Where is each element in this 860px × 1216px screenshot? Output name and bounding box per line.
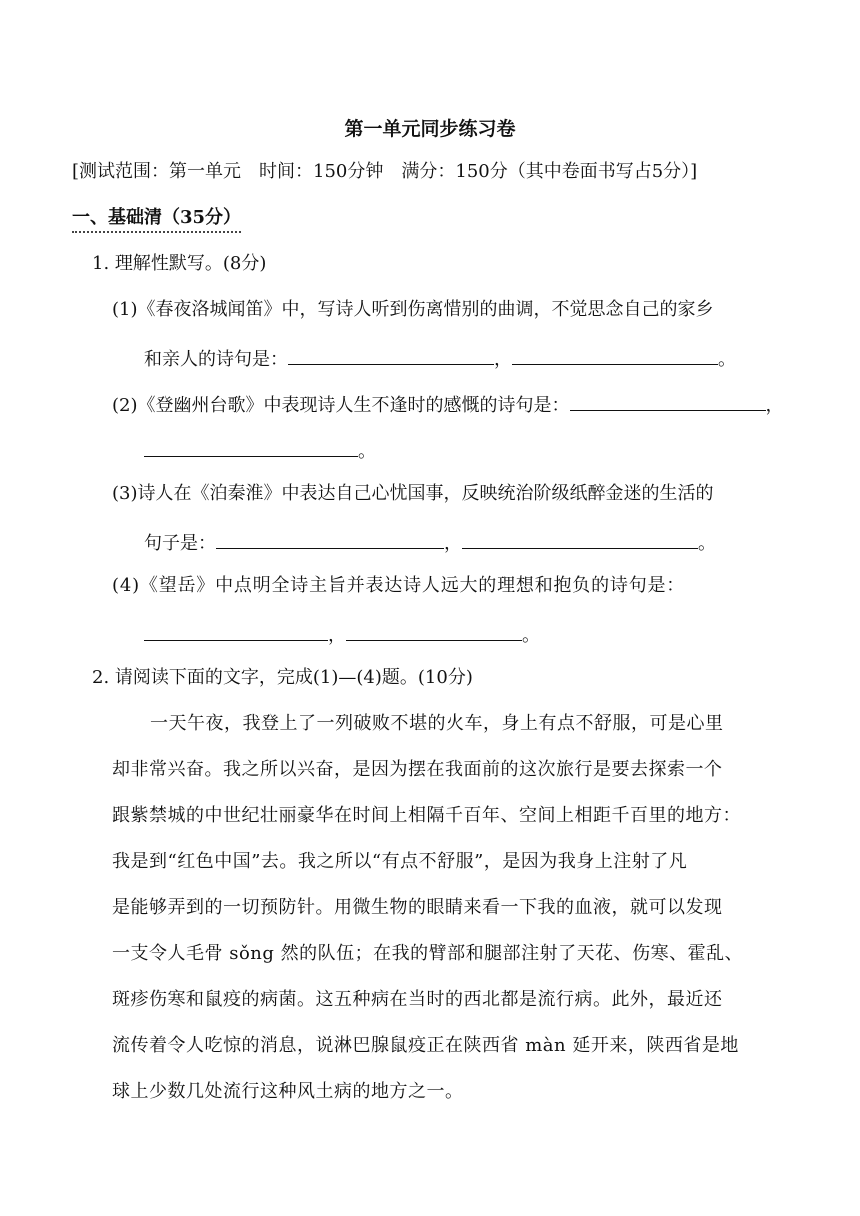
q1-item1-line1: (1)《春夜洛城闻笛》中，写诗人听到伤离惜别的曲调，不觉思念自己的家乡 [112,299,714,320]
question-1-title: 1. 理解性默写。(8分) [92,253,267,274]
q1-item2-end: 。 [358,441,376,462]
q1-item1-end: 。 [718,349,736,370]
passage-line: 我是到“红色中国”去。我之所以“有点不舒服”，是因为我身上注射了凡 [112,851,688,872]
q1-item3-end: 。 [698,533,716,554]
passage-line: 一支令人毛骨 sǒng 然的队伍；在我的臂部和腿部注射了天花、伤寒、霍乱、 [112,943,744,964]
answer-blank[interactable] [512,344,718,365]
passage-line: 跟紫禁城的中世纪壮丽豪华在时间上相隔千百年、空间上相距千百里的地方： [112,805,741,826]
answer-blank[interactable] [144,620,328,641]
passage-line: 流传着令人吃惊的消息，说淋巴腺鼠疫正在陕西省 màn 延开来，陕西省是地 [112,1035,739,1056]
q1-item4-sep: ， [328,625,346,646]
q1-item1-sep: ， [494,349,512,370]
passage-line: 一天午夜，我登上了一列破败不堪的火车，身上有点不舒服，可是心里 [150,713,724,734]
q1-item3-line2 [144,528,716,556]
q1-item2-prefix: (2)《登幽州台歌》中表现诗人生不逢时的感慨的诗句是： [112,395,570,416]
q1-item3-sep: ， [444,533,462,554]
passage-line: 球上少数几处流行这种风土病的地方之一。 [112,1081,464,1102]
answer-blank[interactable] [462,528,698,549]
answer-blank[interactable] [346,620,522,641]
page-title: 第一单元同步练习卷 [344,118,516,140]
q1-item3-line1: (3)诗人在《泊秦淮》中表达自己心忧国事，反映统治阶级纸醉金迷的生活的 [112,483,714,504]
q1-item4-end: 。 [522,625,540,646]
answer-blank[interactable] [144,436,358,457]
section-heading: 一、基础清（35分） [72,206,241,233]
answer-blank[interactable] [570,390,766,411]
q1-item1-line2 [144,344,736,372]
q1-item3-prefix: 句子是： [144,533,216,554]
q1-item2-line2 [144,436,376,464]
q1-item2-line1 [112,390,784,418]
passage-line: 却非常兴奋。我之所以兴奋，是因为摆在我面前的这次旅行是要去探索一个 [112,759,723,780]
passage-line: 斑疹伤寒和鼠疫的病菌。这五种病在当时的西北都是流行病。此外，最近还 [112,989,723,1010]
q1-item1-prefix: 和亲人的诗句是： [144,349,288,370]
q1-item4-line2 [144,620,540,648]
passage-line: 是能够弄到的一切预防针。用微生物的眼睛来看一下我的血液，就可以发现 [112,897,723,918]
q1-item2-sep: ， [765,395,784,416]
answer-blank[interactable] [216,528,444,549]
test-info: [测试范围：第一单元 时间：150分钟 满分：150分（其中卷面书写占5分）] [72,161,698,182]
q1-item4-line1: (4)《望岳》中点明全诗主旨并表达诗人远大的理想和抱负的诗句是： [112,575,686,596]
question-2-title: 2. 请阅读下面的文字，完成(1)—(4)题。(10分) [92,667,473,688]
answer-blank[interactable] [288,344,494,365]
